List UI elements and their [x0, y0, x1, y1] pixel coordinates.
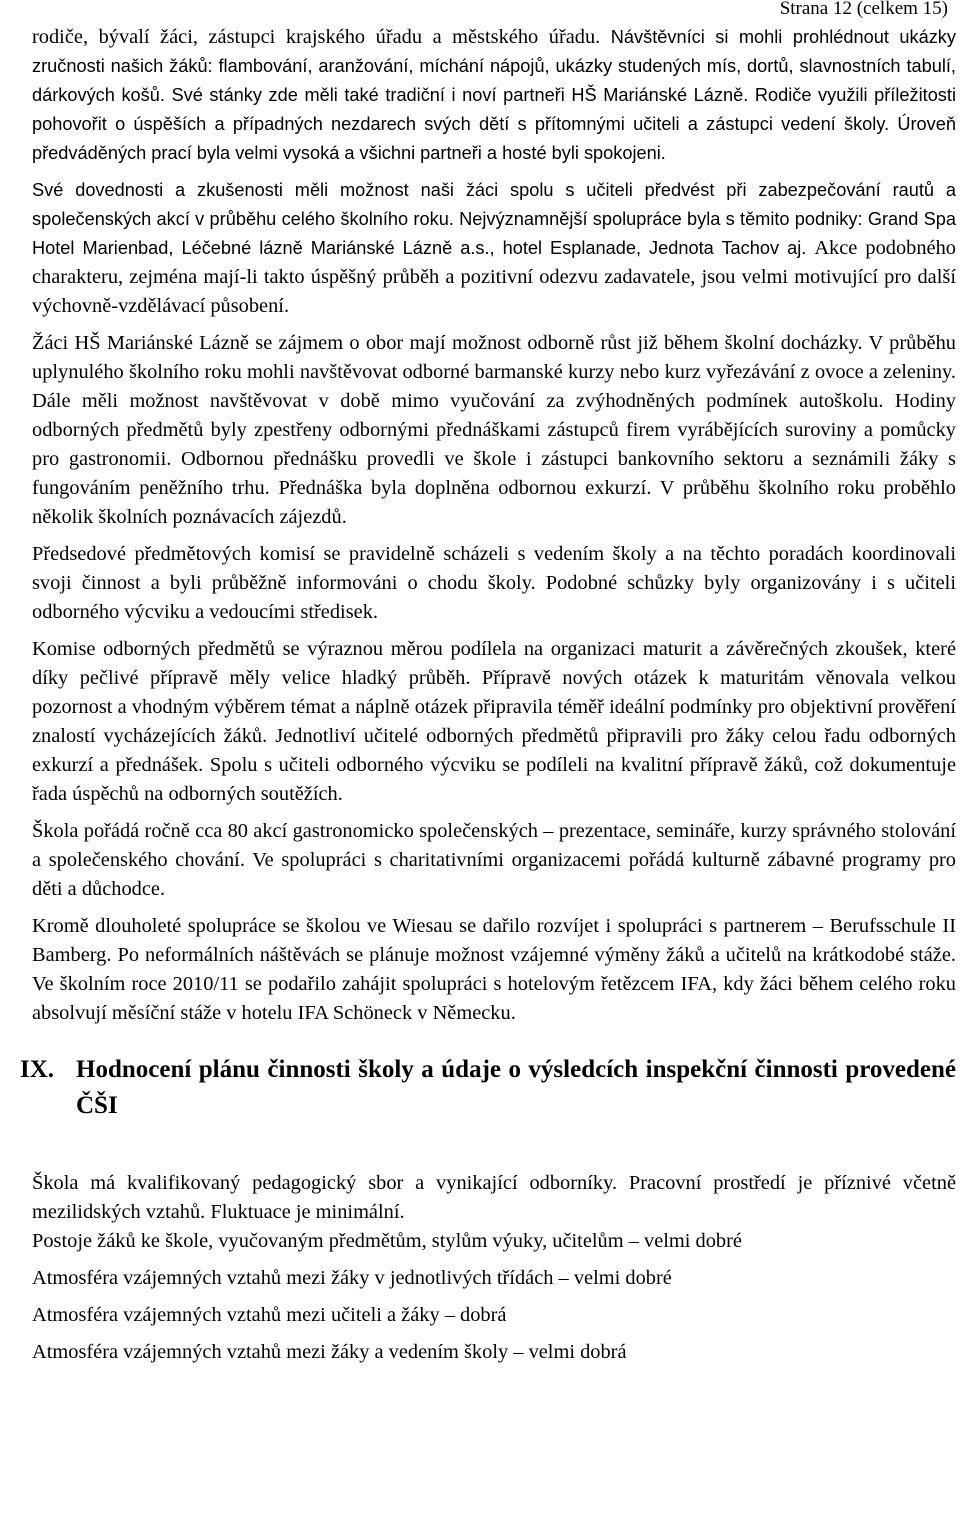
- paragraph-committees: [32, 540, 956, 627]
- text-run: Komise odborných předmětů se výraznou měrou podílela na organizaci maturit a závěrečných zkoušek, které díky pečlivé přípravě měly velice hladký průběh. Přípravě nových otázek k maturitám věnovala velkou pozornost a vhodným výběrem témat a náplně otázek připravila téměř ideální podmínky pro objektivní prověření znalostí vycházejících žáků. Jednotliví učitelé odborných předmětů připravili pro žáky celou řadu odborných exkurzí a přednášek. Spolu s učiteli odborného výcviku se podíleli na kvalitní přípravě žáků, což dokumentuje řada úspěchů na odborných soutěžích.: [32, 638, 956, 805]
- text-run: Škola pořádá ročně cca 80 akcí gastronomicko společenských – prezentace, semináře, kurzy správného stolování a společenského chování. Ve spolupráci s charitativními organizacemi pořádá kulturně zábavné programy pro děti a důchodce.: [32, 820, 956, 900]
- section-heading: [20, 1052, 956, 1124]
- paragraph-banquets: [32, 176, 956, 321]
- assessment-line: Postoje žáků ke škole, vyučovaným předmětům, stylům výuky, učitelům – velmi dobré: [32, 1230, 742, 1252]
- page-indicator: Strana 12 (celkem 15): [779, 0, 948, 19]
- text-run: Předsedové předmětových komisí se pravidelně scházeli s vedením školy a na těchto poradách koordinovali svoji činnost a byli průběžně informováni o chodu školy. Podobné schůzky byly organizovány i s učiteli odborného výcviku a vedoucími středisek.: [32, 543, 956, 623]
- text-run: Akce podobného charakteru, zejména mají-li takto úspěšný průběh a pozitivní odezvu zadavatele, jsou velmi motivující pro další výchovně-vzdělávací působení.: [32, 237, 957, 317]
- paragraph-partnerships: [32, 912, 956, 1028]
- text-run: Kromě dlouholeté spolupráce se školou ve Wiesau se dařilo rozvíjet i spolupráci s partnerem – Berufsschule II Bamberg. Po neformálních náštěvách se plánuje možnost vzájemné výměny žáků a učitelů na krátkodobé stáže. Ve školním roce 2010/11 se podařilo zahájit spolupráci s hotelovým řetězcem IFA, kdy žáci během celého roku absolvují měsíční stáže v hotelu IFA Schöneck v Německu.: [32, 915, 956, 1024]
- assessment-line: Atmosféra vzájemných vztahů mezi žáky v jednotlivých třídách – velmi dobré: [32, 1267, 672, 1289]
- text-run: Své dovednosti a zkušenosti měli možnost naši žáci spolu s učiteli předvést při zabezpečování rautů a společenských akcí v průběhu celého školního roku. Nejvýznamnější spolupráce byla s těmito podniky: Grand Spa Hotel Marienbad, Léčebné lázně Mariánské Lázně a.s., hotel Esplanade, Jednota Tachov aj.: [32, 180, 956, 258]
- section-number: IX.: [20, 1056, 55, 1083]
- text-run: Návštěvníci si mohli prohlédnout ukázky zručnosti našich žáků: flambování, aranžování, míchání nápojů, ukázky studených mís, dortů, slavnostních tabulí, dárkových košů. Své stánky zde měli také tradiční i noví partneři HŠ Mariánské Lázně.: [32, 27, 956, 105]
- assessment-line: Atmosféra vzájemných vztahů mezi učiteli a žáky – dobrá: [32, 1304, 507, 1326]
- paragraph-exams: [32, 635, 956, 809]
- assessment-line: Atmosféra vzájemných vztahů mezi žáky a vedením školy – velmi dobrá: [32, 1341, 627, 1363]
- document-body: [20, 23, 957, 1375]
- text-run: Rodiče využili příležitosti pohovořit o úspěších a případných nezdarech svých dětí s přítomnými učiteli a zástupci vedení školy. Úroveň předváděných prací byla velmi vysoká a všichni partneři a hosté byli spokojeni.: [32, 85, 956, 163]
- paragraph-professional-growth: [32, 329, 956, 532]
- paragraph-open-day: [32, 23, 956, 168]
- text-run: Žáci HŠ Mariánské Lázně se zájmem o obor mají možnost odborně růst již během školní docházky. V průběhu uplynulého školního roku mohli navštěvovat odborné barmanské kurzy nebo kurz vyřezávání z ovoce a zeleniny. Dále měli možnost navštěvovat v době mimo vyučování za zvýhodněných podmínek autoškolu. Hodiny odborných předmětů byly zpestřeny odbornými přednáškami zástupců firem vyrábějících suroviny a pomůcky pro gastronomii. Odbornou přednášku provedli ve škole i zástupci bankovního sektoru a seznámili žáky s fungováním peněžního trhu. Přednáška byla doplněna odbornou exkurzí. V průběhu školního roku proběhlo několik školních poznávacích zájezdů.: [32, 332, 956, 528]
- paragraph-events: [32, 817, 956, 904]
- section-body: [32, 1169, 956, 1367]
- section-title: Hodnocení plánu činnosti školy a údaje o výsledcích inspekční činnosti provedené ČŠI: [76, 1056, 956, 1119]
- text-run: rodiče, bývalí žáci, zástupci krajského úřadu a městského úřadu.: [32, 26, 611, 48]
- paragraph-staff: Škola má kvalifikovaný pedagogický sbor a vynikající odborníky. Pracovní prostředí je příznivé včetně mezilidských vztahů. Fluktuace je minimální.: [32, 1172, 956, 1223]
